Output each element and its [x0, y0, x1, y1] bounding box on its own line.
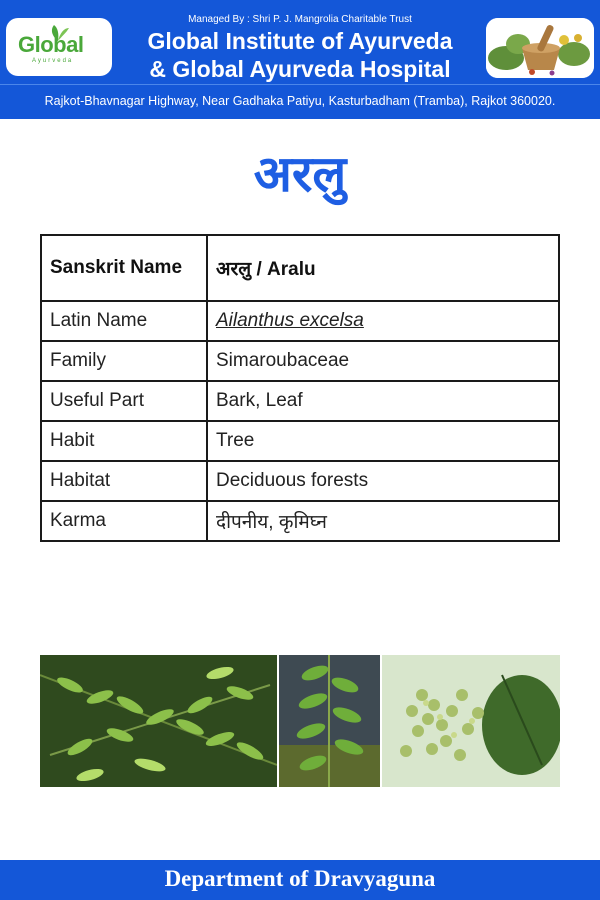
institute-address: Rajkot-Bhavnagar Highway, Near Gadhaka Patiyu, Kasturbadham (Tramba), Rajkot 360020. [44, 94, 556, 108]
pinnate-leaves-image [40, 655, 277, 787]
table-row-habitat [41, 461, 559, 501]
row-label: Sanskrit Name [41, 235, 207, 301]
logo-subtitle: Ayurveda [32, 58, 74, 64]
row-value: Deciduous forests [207, 461, 559, 501]
row-label: Karma [41, 501, 207, 541]
row-value: Tree [207, 421, 559, 461]
row-value: दीपनीय, कृमिघ्न [207, 501, 559, 541]
row-label: Useful Part [41, 381, 207, 421]
row-value: Bark, Leaf [207, 381, 559, 421]
row-value: अरलु / Aralu [207, 235, 559, 301]
branch-photo [279, 655, 380, 787]
flowers-photo [382, 655, 560, 787]
row-label: Habit [41, 421, 207, 461]
managed-by-text: Managed By : Shri P. J. Mangrolia Charitable Trust [188, 14, 412, 25]
plant-title: अरलु [253, 145, 347, 203]
leaf-branch-image [279, 655, 380, 787]
plant-info-table [40, 234, 560, 542]
institute-name: Global Institute of Ayurveda [147, 28, 453, 54]
header-banner [0, 0, 600, 84]
table-row-useful-part [41, 381, 559, 421]
row-label: Family [41, 341, 207, 381]
row-value: Simaroubaceae [207, 341, 559, 381]
table-row-habit [41, 421, 559, 461]
footer-banner [0, 860, 600, 900]
table-row-karma [41, 501, 559, 541]
leaves-photo [40, 655, 277, 787]
latin-name-value: Ailanthus excelsa [216, 310, 364, 331]
flower-cluster-image [382, 655, 560, 787]
row-label: Latin Name [41, 301, 207, 341]
herbs-mortar-image [486, 18, 594, 78]
logo-text: Global [18, 32, 84, 57]
row-value [207, 301, 559, 341]
row-label: Habitat [41, 461, 207, 501]
table-row-sanskrit-name [41, 235, 559, 301]
table-row-family [41, 341, 559, 381]
plant-photos [40, 655, 560, 787]
address-bar [0, 84, 600, 119]
hospital-name: & Global Ayurveda Hospital [149, 56, 451, 82]
herbs-mortar-icon [486, 18, 594, 78]
department-name: Department of Dravyaguna [164, 866, 436, 891]
table-row-latin-name [41, 301, 559, 341]
